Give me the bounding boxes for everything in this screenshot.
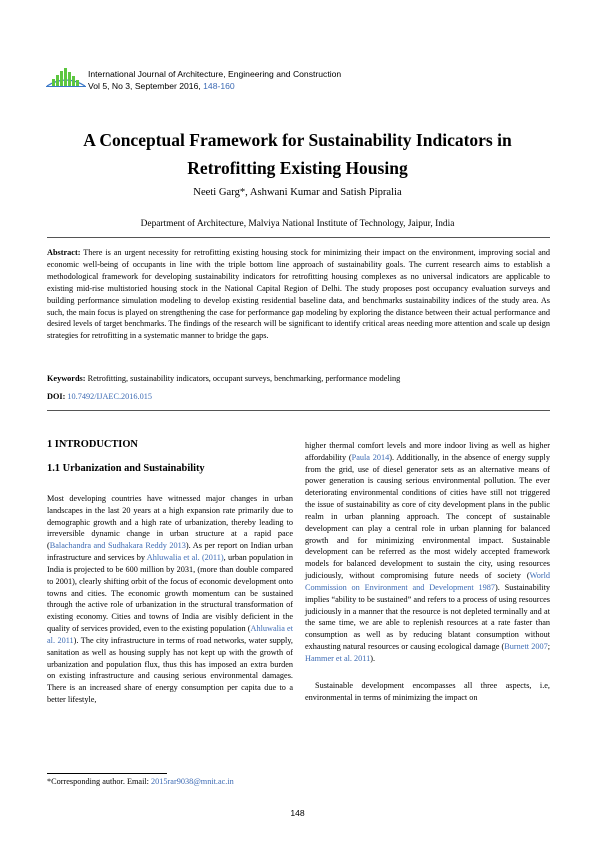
journal-name: International Journal of Architecture, Engineering and Construction [88,69,342,79]
abstract-bottom-rule [47,410,550,411]
citation-link[interactable]: Paula 2014 [351,452,390,462]
footnote-rule [47,773,167,774]
footnote [47,777,234,786]
authors: Neeti Garg*, Ashwani Kumar and Satish Pipralia [193,187,402,198]
paper-title: A Conceptual Framework for Sustainability Indicators in Retrofitting Existing Housing [83,130,512,178]
left-column [47,438,293,706]
keywords-label: Keywords: [47,374,86,383]
corresponding-email-link[interactable]: 2015rar9038@mnit.ac.in [151,777,234,786]
right-column [305,440,550,703]
footnote-text: *Corresponding author. Email: [47,777,152,786]
journal-volume-issue: Vol 5, No 3, September 2016, [88,81,204,91]
abstract-top-rule [47,237,550,238]
keywords-text: Retrofitting, sustainability indicators, occupant surveys, benchmarking, performance modeling [85,374,401,383]
body-paragraph: Most developing countries have witnessed major changes in urban landscapes in the last 20 years at a high expansion rate primarily due to demographic growth and a high rate of urbanization, thereby leading to irreversible dynamic change in urban structure at a rapid pace (Balachandra and Sudhakara Reddy 2013). As per report on Indian urban infrastructure and services by Ahluwalia et al. (2011), urban population in India is projected to be 600 million by 2031, (more than double compared to 2001), clearly shifting orbit of the focus of economic development onto towns and cities. The economic growth momentum can be sustained through the active role of urbanization in the structural transformation of existing economy. Cities and towns of India are visibly deficient in the quality of services provided, even to the existing population (Ahluwalia et al. 2011). The city infrastructure in terms of road networks, water supply, sanitation as well as housing supply has not kept up with the growth of urbanization and population flux, thus this has imposed an extra burden on existing infrastructure and causing serious environmental damages. There is an increased share of energy consumption per capita due to a better lifestyle, [47,494,293,705]
citation-link[interactable]: Hammer et al. 2011 [305,653,371,663]
citation-link[interactable]: Ahluwalia et al. (2011) [146,553,224,563]
doi [47,392,152,401]
journal-logo-icon [45,66,87,88]
journal-pages-link[interactable]: 148-160 [203,81,235,91]
keywords [47,374,550,383]
section-heading-introduction: 1 INTRODUCTION [47,439,138,450]
page-number: 148 [290,808,305,818]
doi-link[interactable]: 10.7492/IJAEC.2016.015 [67,392,152,401]
subsection-heading-urbanization: 1.1 Urbanization and Sustainability [47,463,205,474]
citation-link[interactable]: Ahluwalia et al. 2011 [47,624,293,645]
journal-header [45,66,465,96]
citation-link[interactable]: Balachandra and Sudhakara Reddy 2013 [49,541,186,551]
citation-link[interactable]: World Commission on Environment and Development 1987 [305,571,550,592]
body-paragraph: higher thermal comfort levels and more indoor living as well as higher affordability (Paula 2014). Additionally, in the absence of energy supply from the grid, use of diesel generator sets as an alternative means of power generation is causing serious environmental pollution. The ever deteriorating environmental conditions of cities have still not triggered the issue of sustainability as core of city development plans in the public realm in urban planning approach. The concept of sustainable development can play a central role in urban planning for balanced growth and for minimizing environmental impact. Sustainable development can be referred as the most widely accepted framework models for balanced development to sustain the city, using resources judiciously, without compromising future needs of society (World Commission on Environment and Development 1987). Sustainability implies “ability to be sustained” and refers to a process of using resources judiciously in a manner that the resource is not depleted terminally and at the same time, we are able to replenish resources at a rate faster than consumption as well as by reducing blatant consumption without exhausting natural resources or causing ecological damage (Burnett 2007; Hammer et al. 2011). [305,441,551,663]
abstract-text: There is an urgent necessity for retrofitting existing housing stock for minimizing their impact on the environment, improving social and economic well-being of occupants in line with the triple bottom line approach of sustainability goals. The current research aims to establish a methodological framework for developing sustainability indicators for retrofitting housing complexes as no universal indicators are applicable to existing mid-rise multistoried housing stock in the National Capital Region of Delhi. The study proposes post occupancy evaluation surveys and building performance simulation modeling to develop existing residential baseline data, and benchmarks sustainability indices of the study area. As such, the main focus is played on strengthening the case for performance gap modeling by exploring the distance between their actual performance and desired levels of target benchmarks. The findings of the research will be significant to identify critical areas needing more attention and scale up design strategies for retrofitting in a systematic manner to bridge the gaps. [47,248,550,341]
journal-issue [88,80,235,92]
abstract-label: Abstract: [47,248,81,257]
body-paragraph: Sustainable development encompasses all three aspects, i.e, environmental in terms of minimizing the impact on [305,680,550,702]
affiliation: Department of Architecture, Malviya National Institute of Technology, Jaipur, India [140,219,455,229]
citation-link[interactable]: Burnett 2007 [504,642,548,652]
abstract [47,247,550,342]
doi-label: DOI: [47,392,66,401]
